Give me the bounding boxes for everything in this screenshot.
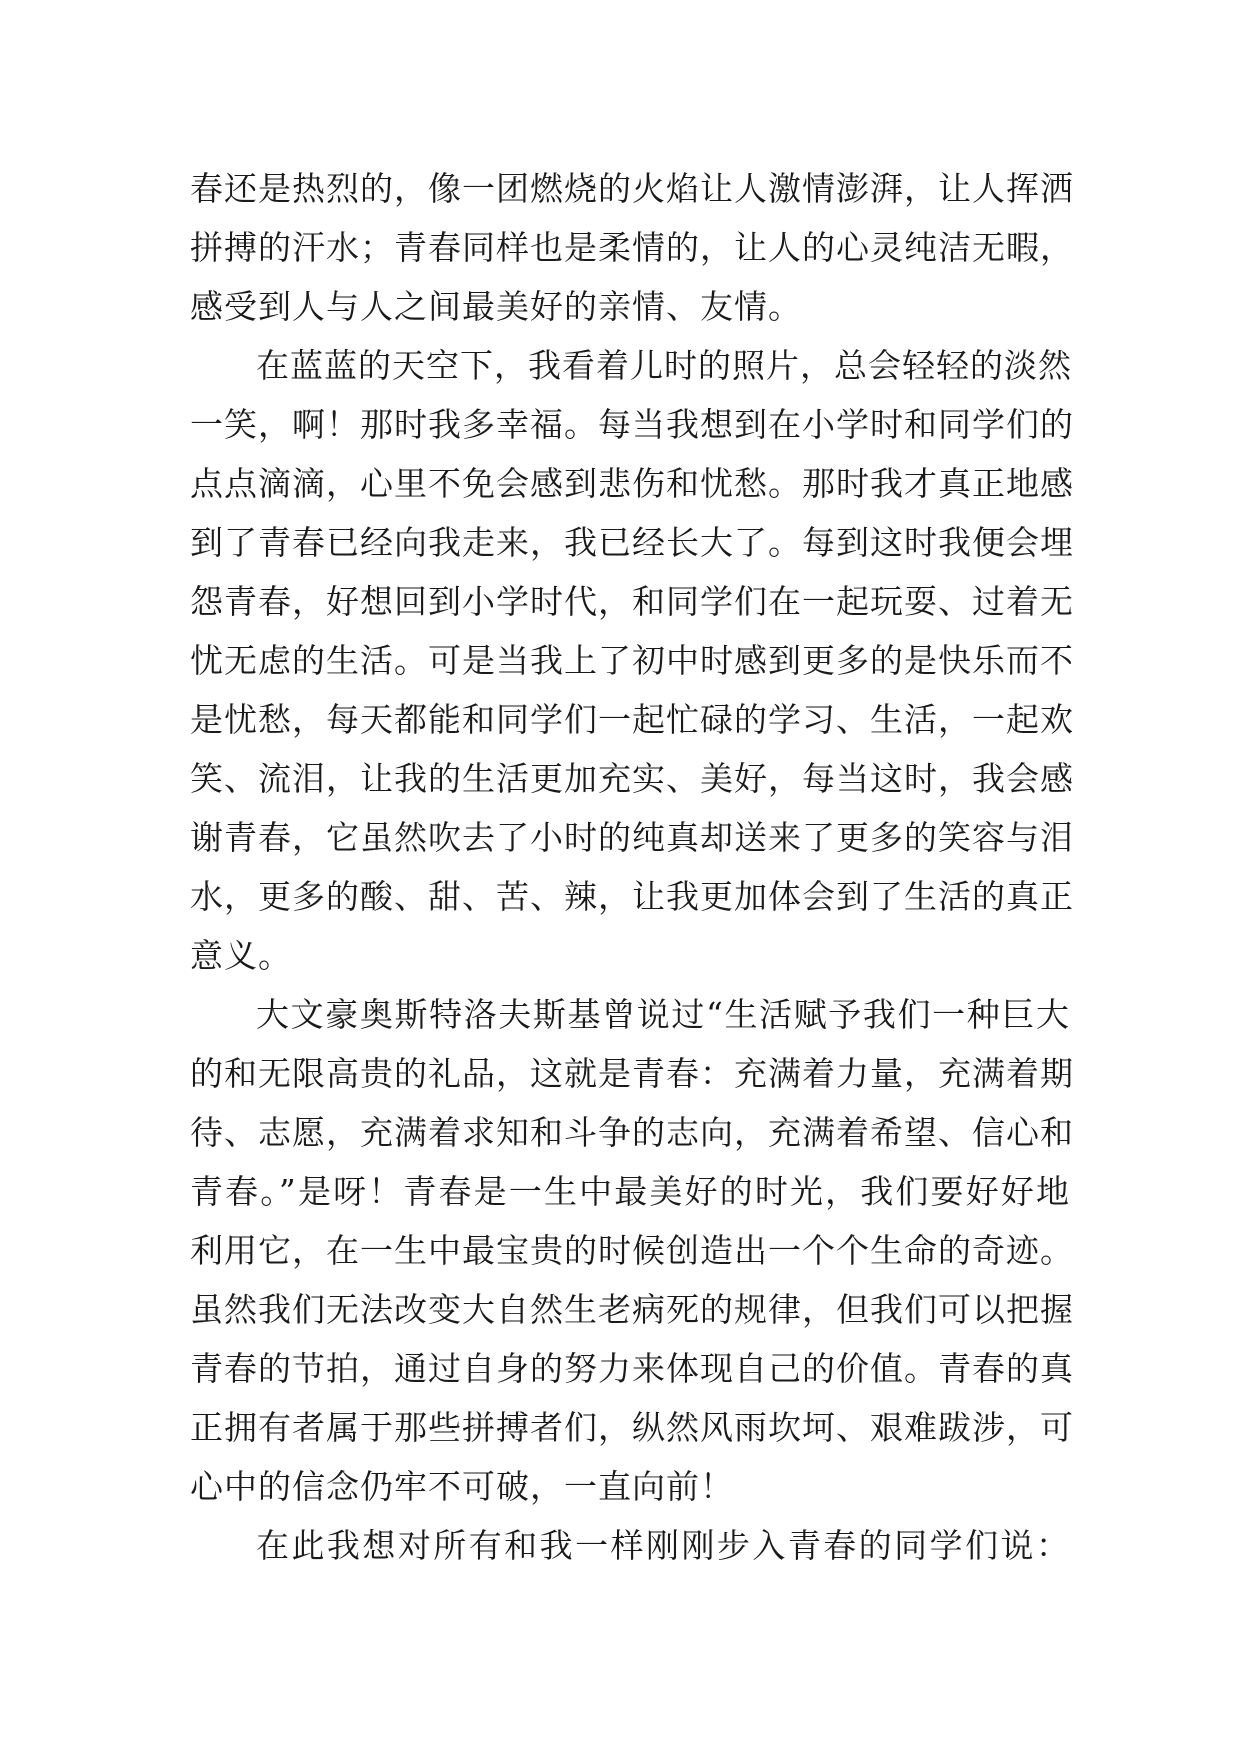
text-line: 是忧愁，每天都能和同学们一起忙碌的学习、生活，一起欢 <box>190 700 1074 739</box>
text-line: 大文豪奥斯特洛夫斯基曾说过“生活赋予我们一种巨大 <box>256 995 1070 1034</box>
text-line: 水，更多的酸、甜、苦、辣，让我更加体会到了生活的真正 <box>190 877 1074 916</box>
text-line: 一笑，啊！那时我多幸福。每当我想到在小学时和同学们的 <box>190 405 1074 444</box>
text-line: 到了青春已经向我走来，我已经长大了。每到这时我便会埋 <box>190 523 1074 562</box>
text-line: 笑、流泪，让我的生活更加充实、美好，每当这时，我会感 <box>190 759 1074 798</box>
text-line: 正拥有者属于那些拼搏者们，纵然风雨坎坷、艰难跋涉，可 <box>190 1408 1074 1447</box>
text-line: 青春的节拍，通过自身的努力来体现自己的价值。青春的真 <box>190 1349 1074 1388</box>
text-line: 虽然我们无法改变大自然生老病死的规律，但我们可以把握 <box>190 1290 1074 1329</box>
text-line: 的和无限高贵的礼品，这就是青春：充满着力量，充满着期 <box>190 1054 1074 1093</box>
text-line: 拼搏的汗水；青春同样也是柔情的，让人的心灵纯洁无暇， <box>190 228 1074 267</box>
text-line: 谢青春，它虽然吹去了小时的纯真却送来了更多的笑容与泪 <box>190 818 1074 857</box>
text-line: 待、志愿，充满着求知和斗争的志向，充满着希望、信心和 <box>190 1113 1074 1152</box>
body-text <box>190 159 1074 1575</box>
text-line: 在此我想对所有和我一样刚刚步入青春的同学们说： <box>256 1526 1070 1565</box>
text-line: 感受到人与人之间最美好的亲情、友情。 <box>190 287 802 326</box>
text-line: 春还是热烈的，像一团燃烧的火焰让人激情澎湃，让人挥洒 <box>190 169 1074 208</box>
text-line: 在蓝蓝的天空下，我看着儿时的照片，总会轻轻的淡然 <box>256 346 1072 385</box>
text-line: 怨青春，好想回到小学时代，和同学们在一起玩耍、过着无 <box>190 582 1074 621</box>
text-line: 忧无虑的生活。可是当我上了初中时感到更多的是快乐而不 <box>190 641 1074 680</box>
text-line: 点点滴滴，心里不免会感到悲伤和忧愁。那时我才真正地感 <box>190 464 1074 503</box>
text-line: 心中的信念仍牢不可破，一直向前！ <box>190 1467 734 1506</box>
text-line: 利用它，在一生中最宝贵的时候创造出一个个生命的奇迹。 <box>190 1231 1074 1270</box>
text-line: 意义。 <box>190 936 292 975</box>
text-line: 青春。”是呀！青春是一生中最美好的时光，我们要好好地 <box>190 1172 1070 1211</box>
